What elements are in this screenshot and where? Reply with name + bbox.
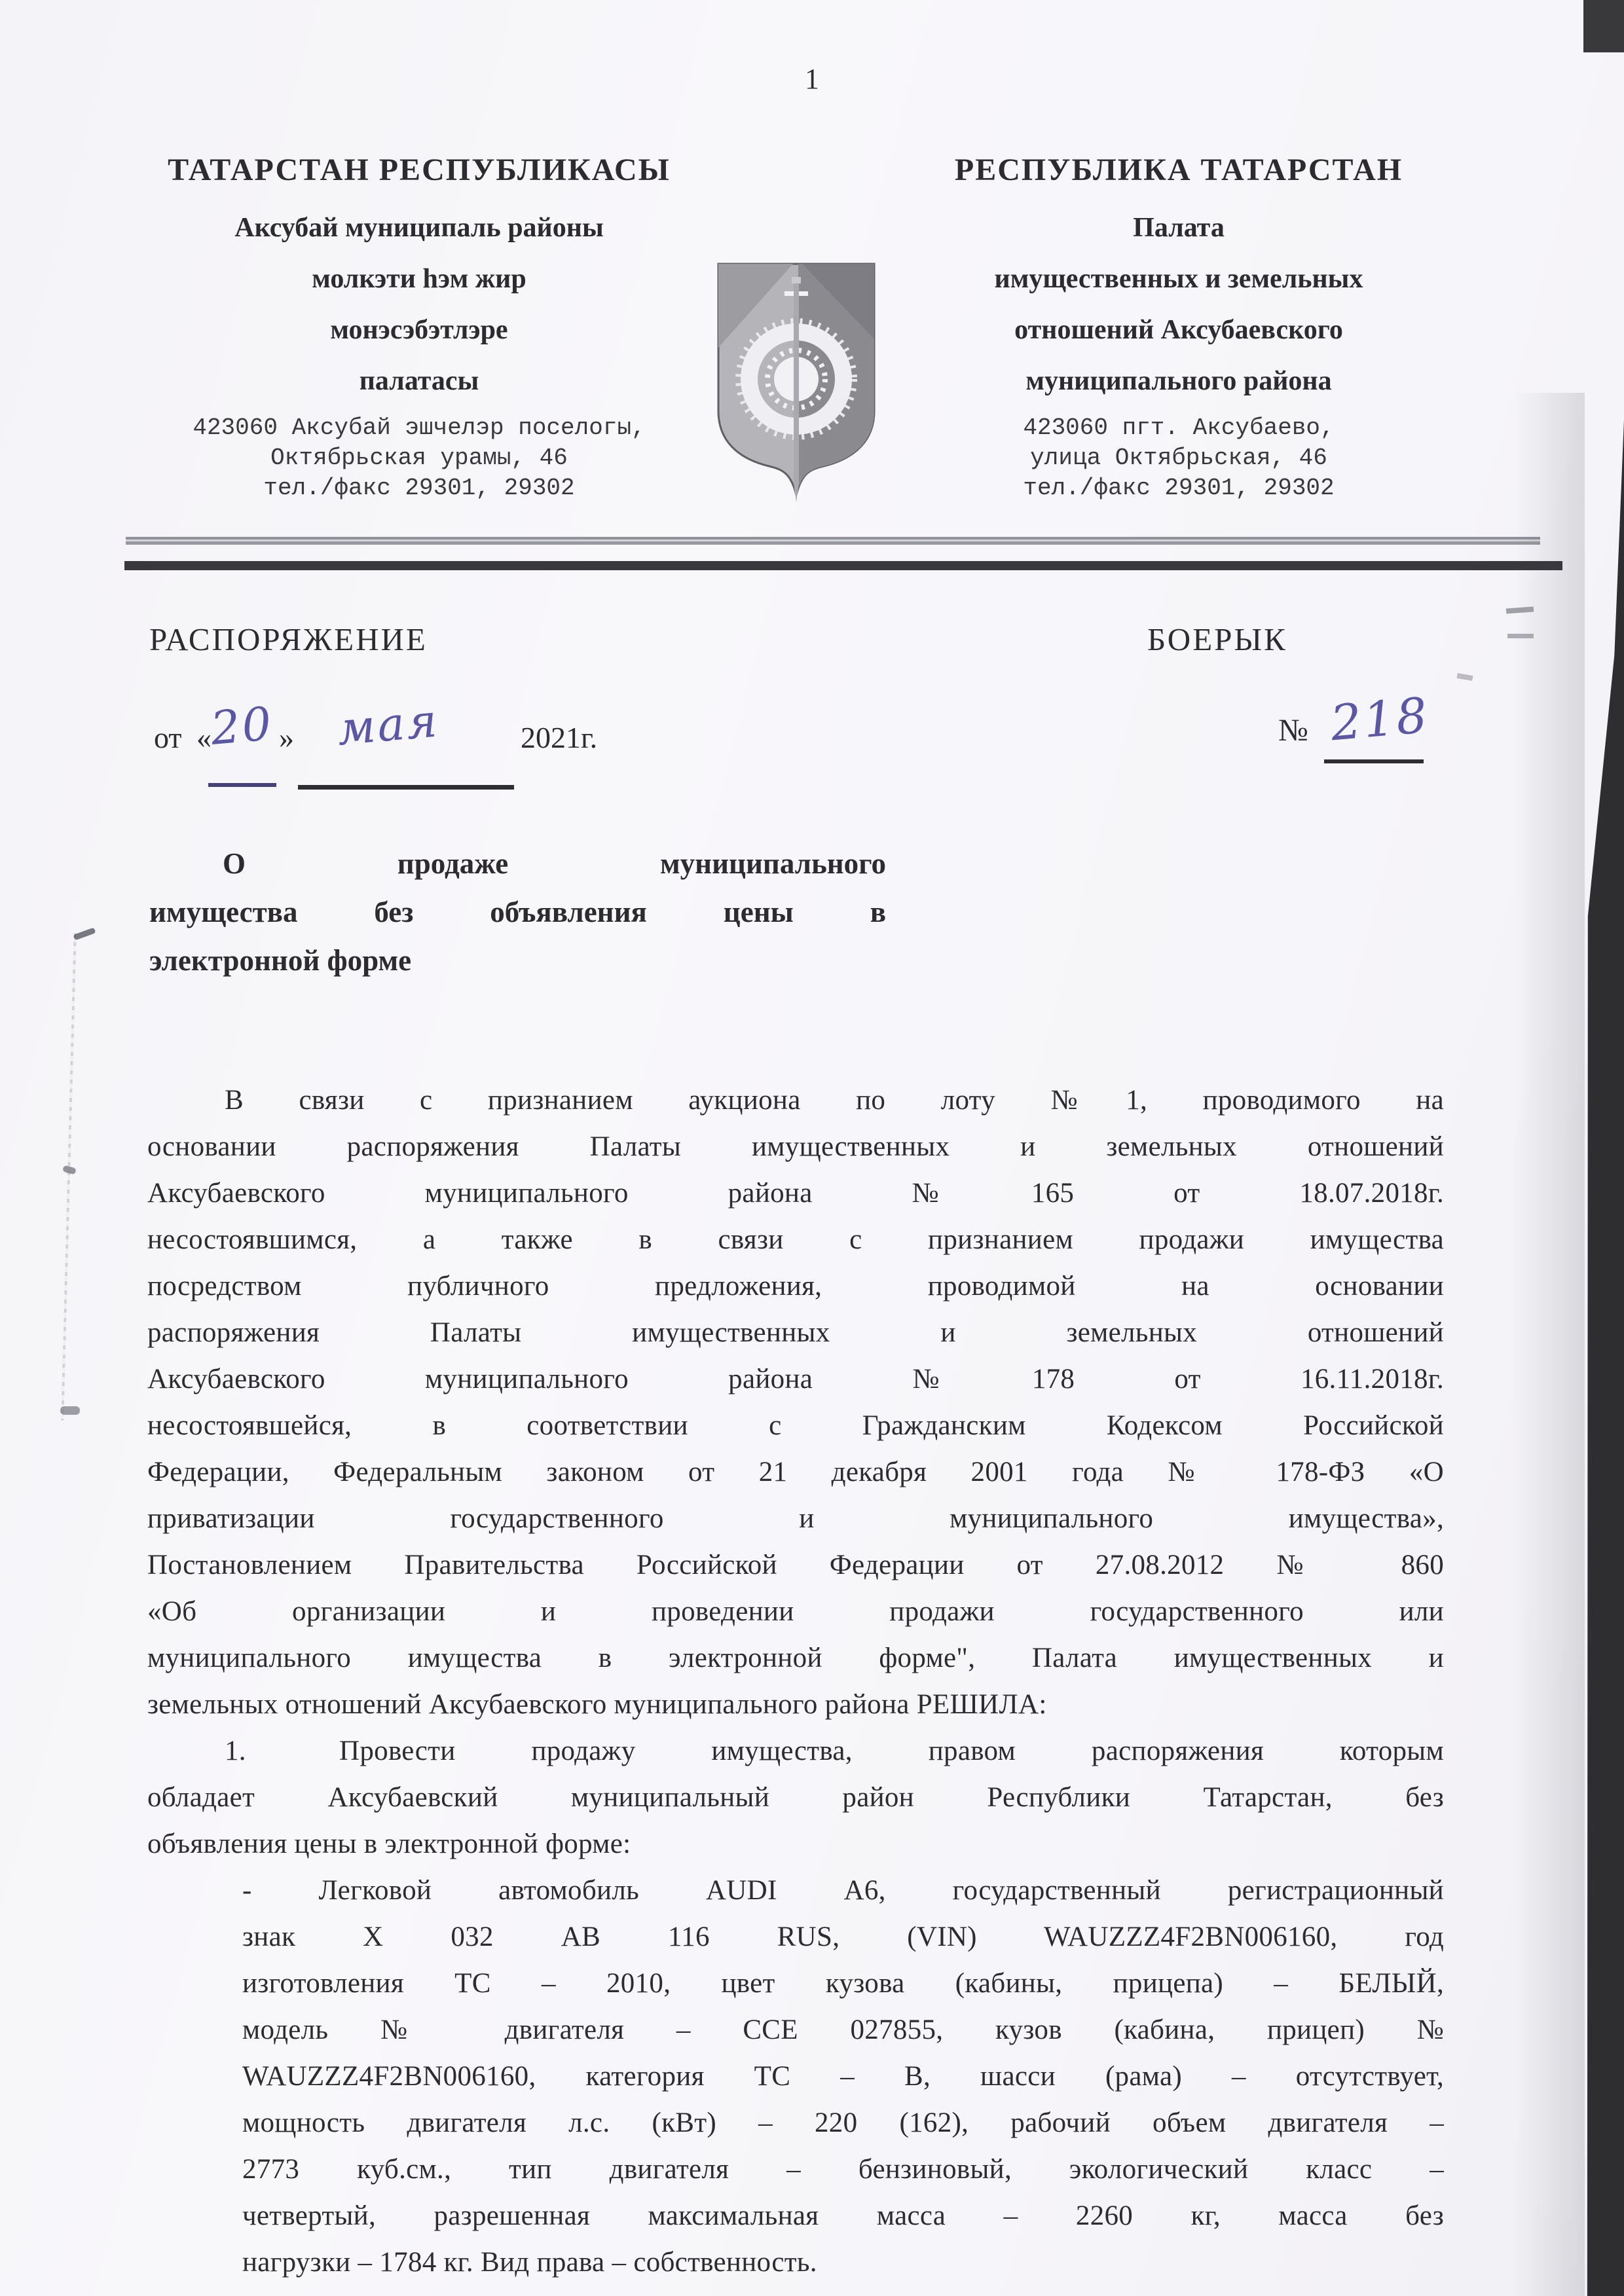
resolution-item-1: [147, 1728, 1444, 1867]
letterhead-left-org-line: палатасы: [359, 366, 479, 396]
scan-artifact-mark: [60, 1406, 80, 1415]
body-line: посредством публичного предложения, проводимой на основании: [147, 1271, 1444, 1302]
letterhead-left-org-line: Аксубай муниципаль районы: [234, 213, 604, 243]
vehicle-description: [242, 1867, 1444, 2286]
scan-artifact-right-edge: [1564, 393, 1624, 2296]
date-year: 2021г.: [521, 721, 598, 754]
scan-artifact-top-right: [1583, 0, 1624, 52]
date-close-quote: »: [279, 721, 294, 754]
letterhead-right-org-line: отношений Аксубаевского: [1014, 315, 1343, 345]
handwritten-order-number: 218: [1328, 687, 1431, 752]
letterhead-right-address-line: улица Октябрьская, 46: [1030, 445, 1327, 471]
letterhead-left-address-line: Октябрьская урамы, 46: [270, 445, 568, 471]
letterhead-right-org-line: Палата: [1133, 213, 1225, 243]
day-underline: [208, 783, 276, 787]
letterhead-left-org-line: молкэти һэм жир: [312, 264, 526, 294]
coat-of-arms-icon: [710, 257, 882, 505]
body-line: распоряжения Палаты имущественных и земельных отношений: [147, 1317, 1444, 1348]
order-title: [149, 839, 886, 985]
body-line: несостоявшейся, в соответствии с Гражданским Кодексом Российской: [147, 1410, 1444, 1441]
body-line: несостоявшимся, а также в связи с признанием продажи имущества: [147, 1224, 1444, 1255]
handwritten-month: мая: [335, 693, 441, 756]
letterhead-left: [124, 152, 714, 503]
letterhead-right-address-line: 423060 пгт. Аксубаево,: [1023, 414, 1335, 441]
body-line: нагрузки – 1784 кг. Вид права – собственность.: [242, 2247, 817, 2278]
body-line: основании распоряжения Палаты имущественных и земельных отношений: [147, 1131, 1444, 1162]
doc-type-russian: РАСПОРЯЖЕНИЕ: [149, 621, 428, 657]
body-line: обладает Аксубаевский муниципальный район Республики Татарстан, без: [147, 1782, 1444, 1813]
body-line: мощность двигателя л.с. (кВт) – 220 (162), рабочий объем двигателя –: [242, 2107, 1444, 2138]
body-line: Постановлением Правительства Российской Федерации от 27.08.2012 № 860: [147, 1550, 1444, 1580]
page-number: 1: [805, 63, 819, 95]
letterhead-right-org-line: имущественных и земельных: [994, 264, 1363, 294]
divider-line-thick: [124, 561, 1562, 570]
body-line: изготовления ТС – 2010, цвет кузова (кабины, прицепа) – БЕЛЫЙ,: [242, 1968, 1444, 1999]
letterhead-left-address: [124, 413, 714, 503]
scan-edge-shadow: [1513, 393, 1585, 2296]
month-underline: [298, 785, 514, 790]
letterhead-left-org-line: монэсэбэтлэре: [330, 315, 508, 345]
letterhead-right: [884, 152, 1473, 503]
letterhead-right-country: РЕСПУБЛИКА ТАТАРСТАН: [954, 153, 1403, 187]
body-line: модель № двигателя – ССЕ 027855, кузов (кабина, прицеп) №: [242, 2014, 1444, 2045]
letterhead-right-address-line: тел./факс 29301, 29302: [1023, 475, 1335, 501]
body-line: Федерации, Федеральным законом от 21 декабря 2001 года № 178-ФЗ «О: [147, 1457, 1444, 1487]
date-open-quote: «: [196, 721, 212, 754]
letterhead-left-address-line: тел./факс 29301, 29302: [263, 475, 575, 501]
number-underline: [1324, 759, 1424, 763]
item-text: Провести продажу имущества, правом распоряжения которым: [339, 1736, 1444, 1766]
doc-type-tatar: БОЕРЫК: [1147, 621, 1287, 657]
scan-artifact-smudge: [1456, 673, 1473, 681]
body-line: 2773 куб.см., тип двигателя – бензиновый, экологический класс –: [242, 2154, 1444, 2185]
body-line: четвертый, разрешенная максимальная масса – 2260 кг, масса без: [242, 2200, 1444, 2231]
date-prefix: от: [154, 721, 182, 754]
body-line: приватизации государственного и муниципального имущества»,: [147, 1503, 1444, 1534]
body-line: муниципального имущества в электронной форме", Палата имущественных и: [147, 1643, 1444, 1673]
preamble-paragraph: [147, 1077, 1444, 1728]
body-line: земельных отношений Аксубаевского муниципального района РЕШИЛА:: [147, 1689, 1047, 1720]
body-line: Аксубаевского муниципального района №178 от 16.11.2018г.: [147, 1364, 1444, 1394]
scan-artifact-mark: [73, 927, 96, 940]
order-title-line: О продаже муниципального: [223, 847, 886, 880]
scan-artifact-mark: [62, 1165, 77, 1175]
scan-artifact-smudge: [1506, 607, 1534, 614]
letterhead-left-address-line: 423060 Аксубай эшчелэр поселогы,: [193, 414, 646, 441]
letterhead-left-country: ТАТАРСТАН РЕСПУБЛИКАСЫ: [168, 153, 671, 187]
order-title-line: электронной форме: [149, 944, 412, 977]
item-number: 1.: [225, 1736, 246, 1766]
order-title-line: имущества без объявления цены в: [149, 896, 886, 928]
body-line: знак Х 032 АВ 116 RUS, (VIN) WAUZZZ4F2BN006160, год: [242, 1922, 1444, 1952]
body-line: [147, 1728, 1444, 1774]
body-line: - Легковой автомобиль AUDI А6, государственный регистрационный: [242, 1875, 1444, 1906]
number-sign: №: [1278, 713, 1308, 748]
body-line: объявления цены в электронной форме:: [147, 1829, 631, 1859]
body-line: WAUZZZ4F2BN006160, категория ТС – В, шасси (рама) – отсутствует,: [242, 2061, 1444, 2092]
body-line: Аксубаевского муниципального района №165 от 18.07.2018г.: [147, 1178, 1444, 1209]
handwritten-day: 20: [208, 697, 276, 756]
letterhead-right-address: [884, 413, 1473, 503]
scan-artifact-smudge: [1507, 634, 1534, 638]
body-line: В связи с признанием аукциона по лоту №1, проводимого на: [225, 1085, 1444, 1116]
letterhead-right-org-line: муниципального района: [1025, 366, 1332, 396]
divider-line-thin: [126, 537, 1540, 545]
scan-artifact-binding-thread: [61, 933, 77, 1421]
body-line: «Об организации и проведении продажи государственного или: [147, 1596, 1444, 1627]
